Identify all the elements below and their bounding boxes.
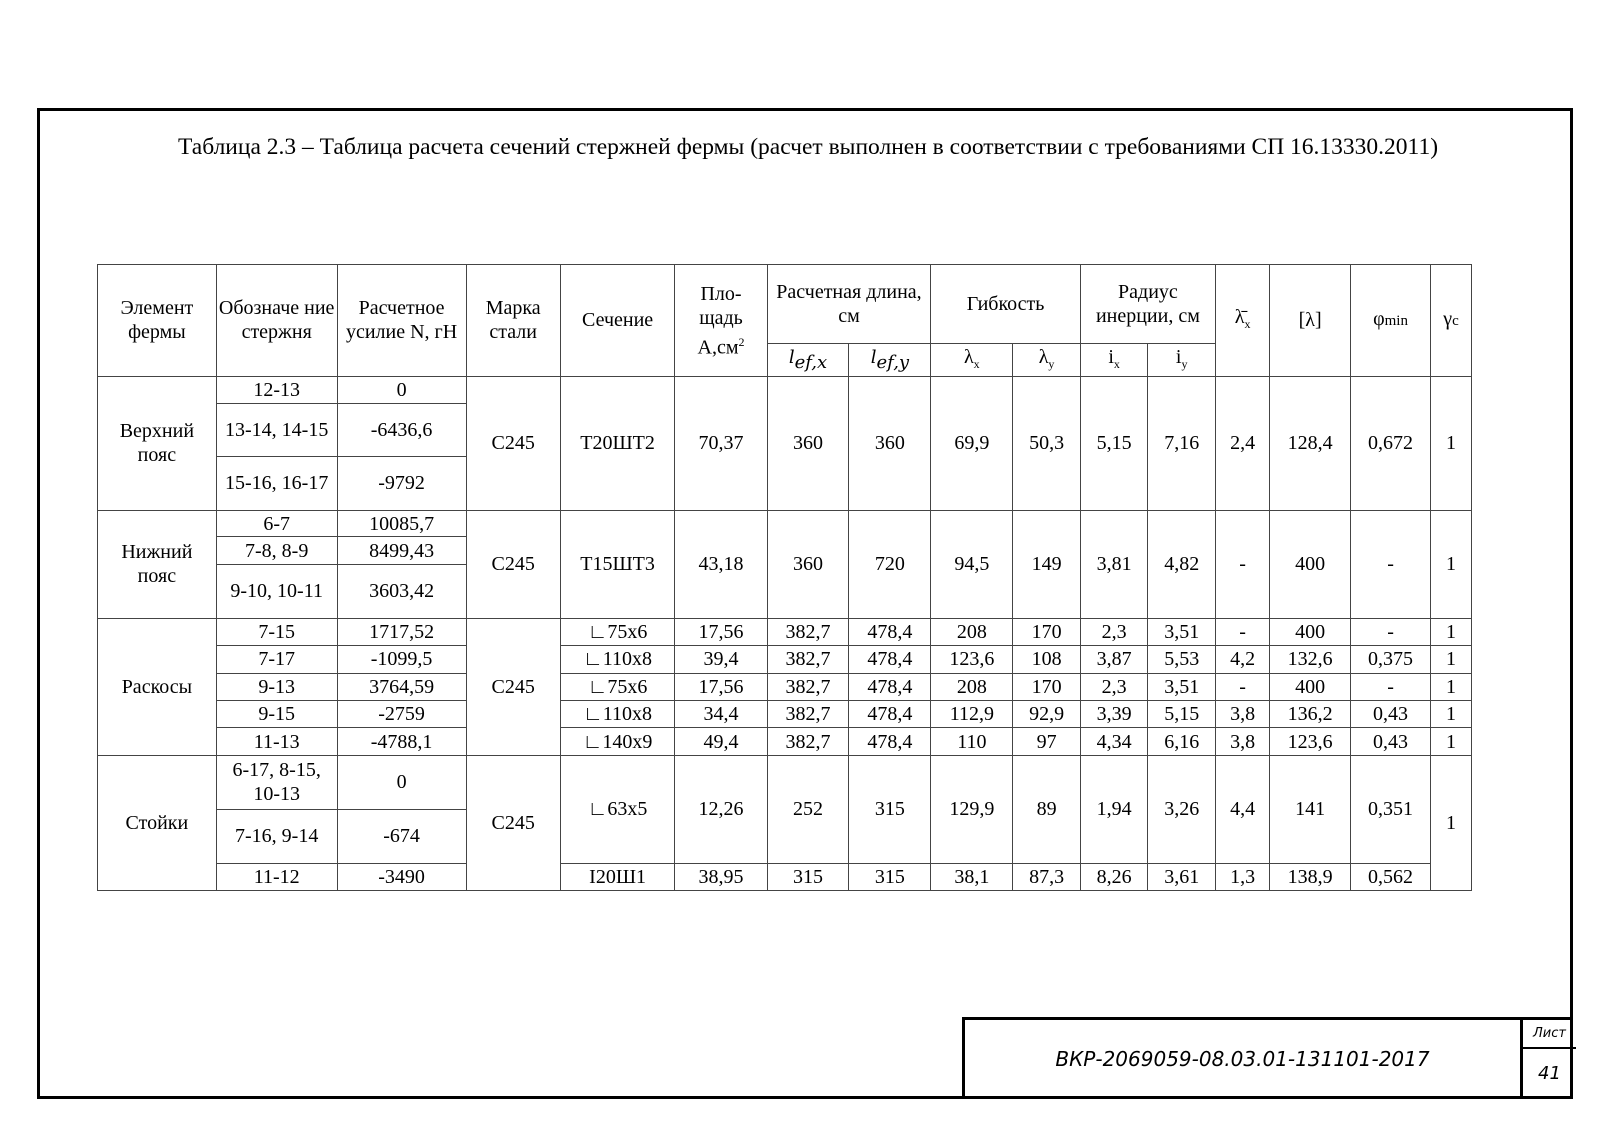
- i-y: 3,26: [1148, 755, 1216, 863]
- document-code: ВКР-2069059-08.03.01-131101-2017: [1055, 1047, 1430, 1071]
- lambda-x: 110: [931, 728, 1013, 755]
- lef-x: 382,7: [767, 646, 849, 673]
- i-x: 1,94: [1080, 755, 1148, 863]
- i-x: 3,81: [1080, 510, 1148, 618]
- header-steel: Марка стали: [466, 265, 560, 377]
- header-phi: φmin: [1351, 265, 1431, 377]
- header-i-x: $i_x$: [1080, 344, 1148, 377]
- i-x: 3,87: [1080, 646, 1148, 673]
- table-row: [98, 618, 1472, 645]
- lambda-bar: 4,2: [1215, 646, 1269, 673]
- phi-min: 0,672: [1351, 376, 1431, 510]
- lambda-y: 149: [1013, 510, 1081, 618]
- lambda-bar: -: [1215, 510, 1269, 618]
- lambda-y: 50,3: [1013, 376, 1081, 510]
- rod-id: 9-15: [216, 700, 337, 727]
- rod-force: 0: [337, 755, 466, 809]
- header-lambda-x: $\lambda_x$: [931, 344, 1013, 377]
- lef-x: 315: [767, 863, 849, 890]
- area: 39,4: [675, 646, 767, 673]
- header-lef-x: $l_{ef,x}$: [767, 344, 849, 377]
- table-row: [98, 646, 1472, 673]
- sheet-label: Лист: [1523, 1020, 1576, 1049]
- lambda-x: 208: [931, 618, 1013, 645]
- rod-force: 3603,42: [337, 564, 466, 618]
- group-braces-name: Раскосы: [98, 618, 217, 755]
- rod-id: 15-16, 16-17: [216, 457, 337, 511]
- rod-force: -9792: [337, 457, 466, 511]
- lambda-y: 108: [1013, 646, 1081, 673]
- rod-id: 11-13: [216, 728, 337, 755]
- rod-id: 6-7: [216, 510, 337, 536]
- i-x: 3,39: [1080, 700, 1148, 727]
- section: Т20ШТ2: [560, 376, 675, 510]
- rod-id: 12-13: [216, 376, 337, 403]
- lambda-bar: 2,4: [1215, 376, 1269, 510]
- lambda-bar: 4,4: [1215, 755, 1269, 863]
- lambda-bar: 3,8: [1215, 700, 1269, 727]
- i-y: 4,82: [1148, 510, 1216, 618]
- lef-x: 382,7: [767, 700, 849, 727]
- lambda-y: 170: [1013, 618, 1081, 645]
- table-row: [98, 728, 1472, 755]
- rod-force: -6436,6: [337, 404, 466, 457]
- phi-min: 0,351: [1351, 755, 1431, 863]
- lef-y: 360: [849, 376, 931, 510]
- lambda-bar: -: [1215, 673, 1269, 700]
- gamma-c: 1: [1430, 618, 1471, 645]
- lambda-limit: 138,9: [1270, 863, 1351, 890]
- lambda-y: 170: [1013, 673, 1081, 700]
- table-row: [98, 510, 1472, 536]
- gamma-c: 1: [1430, 510, 1471, 618]
- area: 34,4: [675, 700, 767, 727]
- lambda-limit: 128,4: [1270, 376, 1351, 510]
- lef-y: 315: [849, 755, 931, 863]
- header-slenderness: Гибкость: [931, 265, 1080, 344]
- area: 49,4: [675, 728, 767, 755]
- rod-id: 7-15: [216, 618, 337, 645]
- lambda-y: 97: [1013, 728, 1081, 755]
- header-designation: Обозначе ние стержня: [216, 265, 337, 377]
- lef-y: 478,4: [849, 618, 931, 645]
- rod-force: -2759: [337, 700, 466, 727]
- rod-force: 3764,59: [337, 673, 466, 700]
- rod-force: -3490: [337, 863, 466, 890]
- header-lambda-bar: $\lambdā_x$: [1215, 265, 1269, 377]
- lef-x: 382,7: [767, 728, 849, 755]
- i-x: 2,3: [1080, 618, 1148, 645]
- lambda-limit: 136,2: [1270, 700, 1351, 727]
- group-bottom-name: Нижний пояс: [98, 510, 217, 618]
- i-x: 5,15: [1080, 376, 1148, 510]
- phi-min: -: [1351, 510, 1431, 618]
- lef-y: 478,4: [849, 728, 931, 755]
- lef-x: 360: [767, 510, 849, 618]
- area: 17,56: [675, 618, 767, 645]
- i-y: 3,51: [1148, 673, 1216, 700]
- rod-id: 11-12: [216, 863, 337, 890]
- lef-y: 720: [849, 510, 931, 618]
- lambda-limit: 123,6: [1270, 728, 1351, 755]
- lambda-x: 69,9: [931, 376, 1013, 510]
- truss-section-table: [97, 264, 1472, 891]
- i-y: 5,53: [1148, 646, 1216, 673]
- section: ∟110x8: [560, 700, 675, 727]
- lambda-y: 92,9: [1013, 700, 1081, 727]
- gamma-c: 1: [1430, 728, 1471, 755]
- table-row: [98, 863, 1472, 890]
- rod-id: 7-17: [216, 646, 337, 673]
- header-i-y: $i_y$: [1148, 344, 1216, 377]
- table-caption: Таблица 2.3 – Таблица расчета сечений стержней фермы (расчет выполнен в соответствии с требованиями СП 16.13330.2011): [178, 134, 1439, 160]
- steel-grade: С245: [466, 755, 560, 890]
- lambda-x: 112,9: [931, 700, 1013, 727]
- lambda-x: 129,9: [931, 755, 1013, 863]
- section: ∟110x8: [560, 646, 675, 673]
- lambda-limit: 132,6: [1270, 646, 1351, 673]
- lambda-x: 94,5: [931, 510, 1013, 618]
- rod-id: 7-16, 9-14: [216, 809, 337, 863]
- header-radius: Радиус инерции, см: [1080, 265, 1215, 344]
- area: 38,95: [675, 863, 767, 890]
- i-y: 7,16: [1148, 376, 1216, 510]
- phi-min: -: [1351, 673, 1431, 700]
- section: ∟63x5: [560, 755, 675, 863]
- steel-grade: С245: [466, 510, 560, 618]
- section: ∟75x6: [560, 673, 675, 700]
- phi-min: 0,375: [1351, 646, 1431, 673]
- i-y: 6,16: [1148, 728, 1216, 755]
- steel-grade: С245: [466, 376, 560, 510]
- lef-x: 360: [767, 376, 849, 510]
- lef-y: 315: [849, 863, 931, 890]
- lambda-limit: 141: [1270, 755, 1351, 863]
- title-block: [962, 1017, 1573, 1099]
- gamma-c: 1: [1430, 673, 1471, 700]
- group-posts-name: Стойки: [98, 755, 217, 890]
- i-x: 4,34: [1080, 728, 1148, 755]
- rod-id: 9-13: [216, 673, 337, 700]
- lambda-x: 208: [931, 673, 1013, 700]
- header-length: Расчетная длина, см: [767, 265, 931, 344]
- rod-force: 1717,52: [337, 618, 466, 645]
- i-y: 5,15: [1148, 700, 1216, 727]
- phi-min: 0,43: [1351, 700, 1431, 727]
- gamma-c: 1: [1430, 755, 1471, 890]
- lambda-limit: 400: [1270, 510, 1351, 618]
- header-lambda-limit: [λ]: [1270, 265, 1351, 377]
- header-lambda-y: $\lambda_y$: [1013, 344, 1081, 377]
- rod-id: 9-10, 10-11: [216, 564, 337, 618]
- rod-id: 6-17, 8-15, 10-13: [216, 755, 337, 809]
- gamma-c: 1: [1430, 376, 1471, 510]
- rod-force: -4788,1: [337, 728, 466, 755]
- header-force: Расчетное усилие N, гН: [337, 265, 466, 377]
- lef-y: 478,4: [849, 646, 931, 673]
- header-gamma: γc: [1430, 265, 1471, 377]
- steel-grade: С245: [466, 618, 560, 755]
- rod-force: -1099,5: [337, 646, 466, 673]
- area: 70,37: [675, 376, 767, 510]
- area: 43,18: [675, 510, 767, 618]
- table-row: [98, 673, 1472, 700]
- lambda-bar: 1,3: [1215, 863, 1269, 890]
- rod-id: 13-14, 14-15: [216, 404, 337, 457]
- lambda-x: 123,6: [931, 646, 1013, 673]
- lef-y: 478,4: [849, 673, 931, 700]
- area: 12,26: [675, 755, 767, 863]
- rod-force: 8499,43: [337, 537, 466, 564]
- header-lef-y: $l_{ef,y}$: [849, 344, 931, 377]
- rod-force: 0: [337, 376, 466, 403]
- table-row: [98, 376, 1472, 403]
- lambda-y: 87,3: [1013, 863, 1081, 890]
- header-element: Элемент фермы: [98, 265, 217, 377]
- sheet-number: 41: [1538, 1063, 1561, 1084]
- header-area: Пло- щадь $А,см^2$: [675, 265, 767, 377]
- phi-min: 0,562: [1351, 863, 1431, 890]
- section: I20Ш1: [560, 863, 675, 890]
- phi-min: 0,43: [1351, 728, 1431, 755]
- lef-x: 382,7: [767, 673, 849, 700]
- area: 17,56: [675, 673, 767, 700]
- lambda-x: 38,1: [931, 863, 1013, 890]
- rod-force: -674: [337, 809, 466, 863]
- i-x: 2,3: [1080, 673, 1148, 700]
- rod-id: 7-8, 8-9: [216, 537, 337, 564]
- sheet-box: [1520, 1020, 1576, 1099]
- table-row: [98, 700, 1472, 727]
- lef-x: 382,7: [767, 618, 849, 645]
- lambda-limit: 400: [1270, 618, 1351, 645]
- lambda-bar: 3,8: [1215, 728, 1269, 755]
- gamma-c: 1: [1430, 700, 1471, 727]
- group-top-name: Верхний пояс: [98, 376, 217, 510]
- i-x: 8,26: [1080, 863, 1148, 890]
- lef-y: 478,4: [849, 700, 931, 727]
- header-section: Сечение: [560, 265, 675, 377]
- i-y: 3,51: [1148, 618, 1216, 645]
- table-row: [98, 755, 1472, 809]
- section: ∟75x6: [560, 618, 675, 645]
- phi-min: -: [1351, 618, 1431, 645]
- lef-x: 252: [767, 755, 849, 863]
- rod-force: 10085,7: [337, 510, 466, 536]
- section: Т15ШТ3: [560, 510, 675, 618]
- lambda-limit: 400: [1270, 673, 1351, 700]
- lambda-y: 89: [1013, 755, 1081, 863]
- lambda-bar: -: [1215, 618, 1269, 645]
- section: ∟140x9: [560, 728, 675, 755]
- gamma-c: 1: [1430, 646, 1471, 673]
- i-y: 3,61: [1148, 863, 1216, 890]
